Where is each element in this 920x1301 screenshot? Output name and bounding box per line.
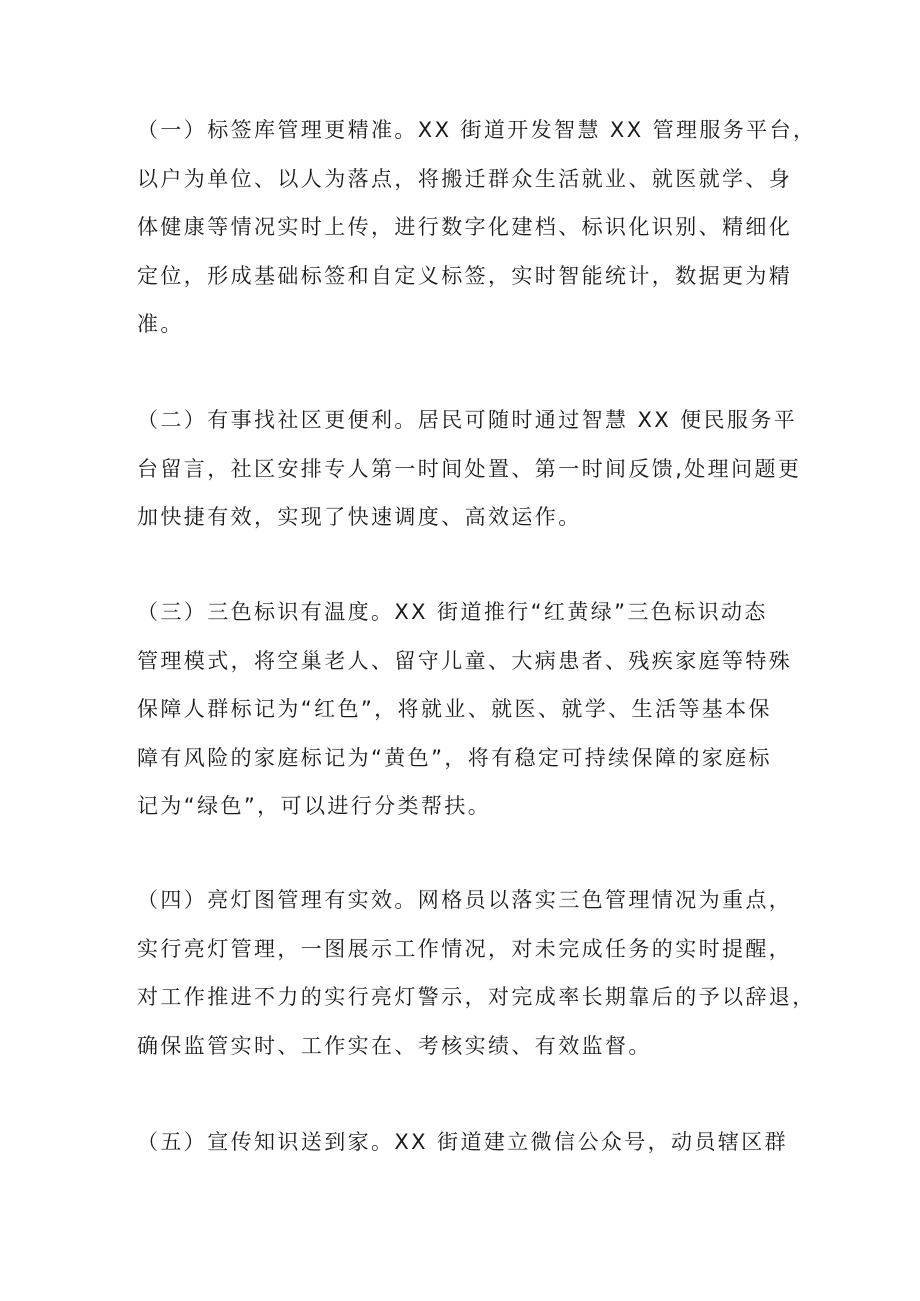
- paragraph-line: 加快捷有效，实现了快速调度、高效运作。: [137, 505, 582, 529]
- paragraph-line: （一）标签库管理更精准。XX 街道开发智慧 XX 管理服务平台，: [137, 118, 817, 142]
- paragraph-line: 障有风险的家庭标记为“黄色”，将有稳定可持续保障的家庭标: [137, 745, 772, 770]
- paragraph-line: 定位，形成基础标签和自定义标签，实时智能统计，数据更为精: [137, 263, 793, 288]
- paragraph-3: [137, 588, 802, 831]
- paragraph-line: 准。: [137, 312, 184, 336]
- paragraph-1: [137, 106, 817, 349]
- paragraph-2: [137, 396, 802, 542]
- paragraph-4: [137, 876, 816, 1070]
- paragraph-5: [137, 1118, 802, 1167]
- paragraph-line: （五）宣传知识送到家。XX 街道建立微信公众号，动员辖区群: [137, 1130, 789, 1154]
- paragraph-line: （三）三色标识有温度。XX 街道推行“红黄绿”三色标识动态: [137, 600, 768, 624]
- paragraph-line: 台留言，社区安排专人第一时间处置、第一时间反馈,处理问题更: [137, 456, 802, 481]
- paragraph-line: 体健康等情况实时上传，进行数字化建档、标识化识别、精细化: [137, 215, 793, 239]
- paragraph-line: 实行亮灯管理，一图展示工作情况，对未完成任务的实时提醒，: [137, 936, 793, 961]
- paragraph-line: 保障人群标记为“红色”，将就业、就医、就学、生活等基本保: [137, 697, 772, 721]
- paragraph-line: 对工作推进不力的实行亮灯警示，对完成率长期靠后的予以辞退，: [137, 985, 816, 1009]
- paragraph-line: （四）亮灯图管理有实效。网格员以落实三色管理情况为重点，: [137, 888, 793, 912]
- paragraph-line: 确保监管实时、工作实在、考核实绩、有效监督。: [137, 1033, 652, 1058]
- paragraph-line: 记为“绿色”，可以进行分类帮扶。: [137, 794, 492, 818]
- paragraph-line: 管理模式，将空巢老人、留守儿童、大病患者、残疾家庭等特殊: [137, 648, 793, 673]
- paragraph-line: 以户为单位、以人为落点，将搬迁群众生活就业、就医就学、身: [137, 166, 793, 191]
- paragraph-line: （二）有事找社区更便利。居民可随时通过智慧 XX 便民服务平: [137, 408, 798, 432]
